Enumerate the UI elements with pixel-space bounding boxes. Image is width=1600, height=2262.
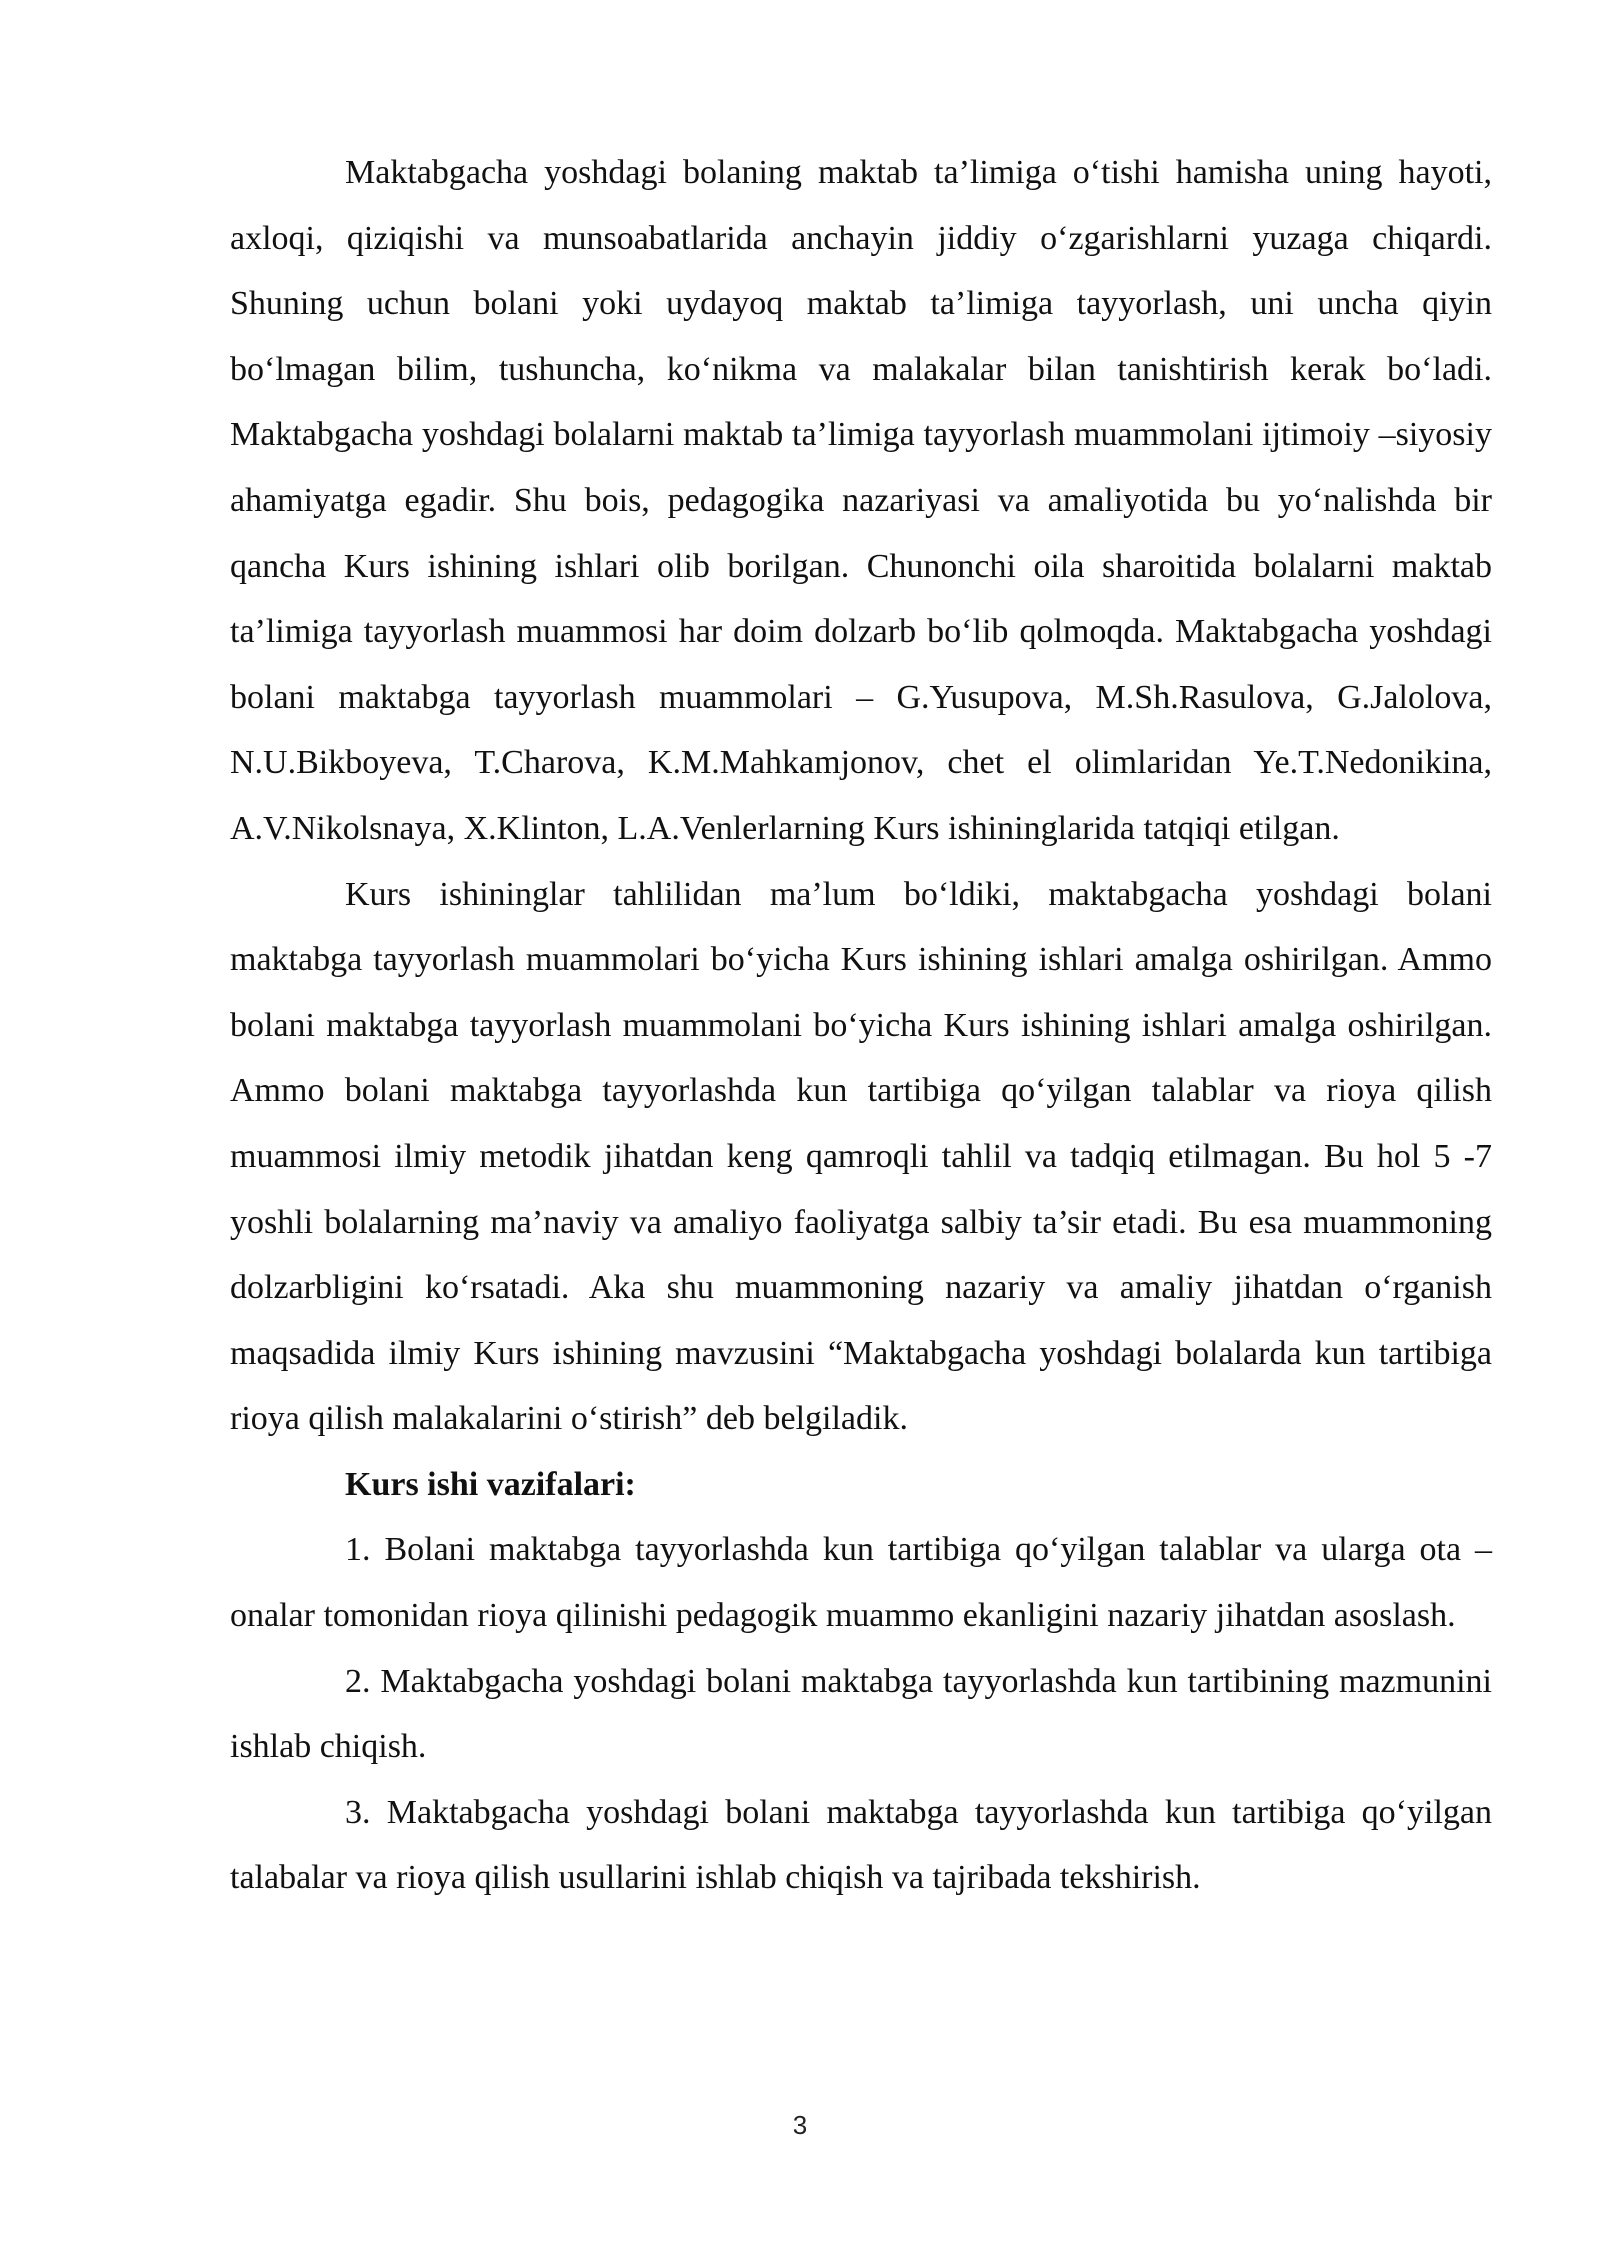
document-page [230,140,1492,1911]
paragraph-intro: Maktabgacha yoshdagi bolaning maktab ta’limiga o‘tishi hamisha uning hayoti, axloqi, qiziqishi va munsoabatlarida anchayin jiddiy o‘zgarishlarni yuzaga chiqardi. Shuning uchun bolani yoki uydayoq maktab ta’limiga tayyorlash, uni uncha qiyin bo‘lmagan bilim, tushuncha, ko‘nikma va malakalar bilan tanishtirish kerak bo‘ladi. Maktabgacha yoshdagi bolalarni maktab ta’limiga tayyorlash muammolani ijtimoiy –siyosiy ahamiyatga egadir. Shu bois, pedagogika nazariyasi va amaliyotida bu yo‘nalishda bir qancha Kurs ishining ishlari olib borilgan. Chunonchi oila sharoitida bolalarni maktab ta’limiga tayyorlash muammosi har doim dolzarb bo‘lib qolmoqda. Maktabgacha yoshdagi bolani maktabga tayyorlash muammolari – G.Yusupova, M.Sh.Rasulova, G.Jalolova, N.U.Bikboyeva, T.Charova, K.M.Mahkamjonov, chet el olimlaridan Ye.T.Nedonikina, A.V.Nikolsnaya, X.Klinton, L.A.Venlerlarning Kurs ishininglarida tatqiqi etilgan. [230,154,1492,847]
page-number: 3 [792,2110,808,2140]
task-item-3: 3. Maktabgacha yoshdagi bolani maktabga tayyorlashda kun tartibiga qo‘yilgan talabalar va rioya qilish usullarini ishlab chiqish va tajribada tekshirish. [230,1793,1492,1897]
paragraph-analysis: Kurs ishininglar tahlilidan ma’lum bo‘ldiki, maktabgacha yoshdagi bolani maktabga tayyorlash muammolari bo‘yicha Kurs ishining ishlari amalga oshirilgan. Ammo bolani maktabga tayyorlash muammolani bo‘yicha Kurs ishining ishlari amalga oshirilgan. Ammo bolani maktabga tayyorlashda kun tartibiga qo‘yilgan talablar va rioya qilish muammosi ilmiy metodik jihatdan keng qamroqli tahlil va tadqiq etilmagan. Bu hol 5 -7 yoshli bolalarning ma’naviy va amaliyo faoliyatga salbiy ta’sir etadi. Bu esa muammoning dolzarbligini ko‘rsatadi. Aka shu muammoning nazariy va amaliy jihatdan o‘rganish maqsadida ilmiy Kurs ishining mavzusini “Maktabgacha yoshdagi bolalarda kun tartibiga rioya qilish malakalarini o‘stirish” deb belgiladik. [230,875,1492,1438]
task-item-1: 1. Bolani maktabga tayyorlashda kun tartibiga qo‘yilgan talablar va ularga ota –onalar tomonidan rioya qilinishi pedagogik muammo ekanligini nazariy jihatdan asoslash. [230,1531,1492,1635]
tasks-heading: Kurs ishi vazifalari: [345,1465,636,1503]
task-item-2: 2. Maktabgacha yoshdagi bolani maktabga tayyorlashda kun tartibining mazmunini ishlab chiqish. [230,1662,1492,1766]
